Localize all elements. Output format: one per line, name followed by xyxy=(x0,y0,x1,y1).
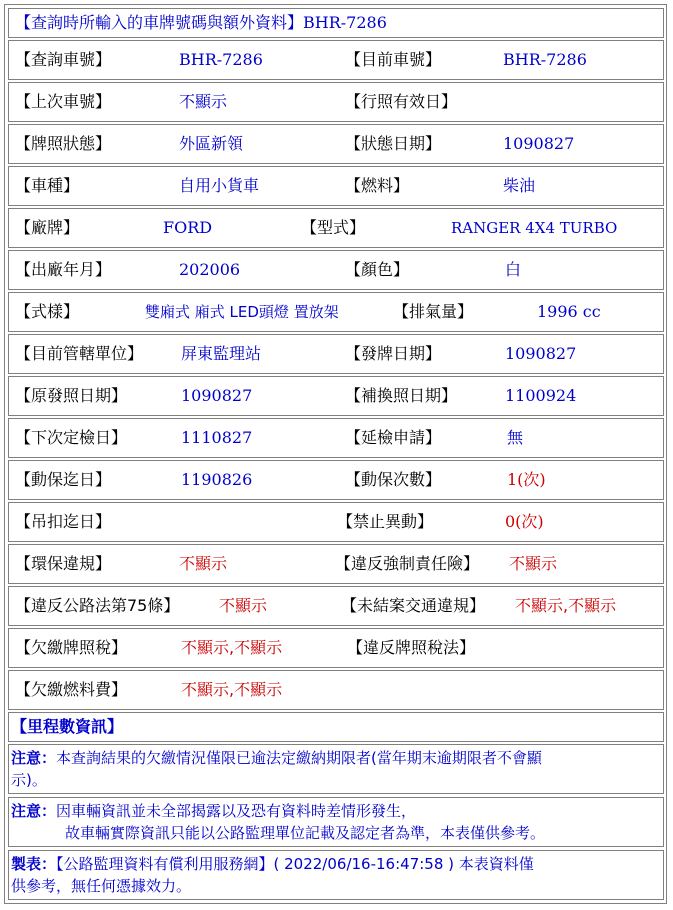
table-row xyxy=(8,670,664,710)
note-line: 示)。 xyxy=(11,771,47,789)
row-label: 【環保違規】 xyxy=(15,554,112,573)
row-value: RANGER 4X4 TURBO xyxy=(451,219,618,237)
row-label: 【目前車號】 xyxy=(345,50,442,69)
table-row xyxy=(8,166,664,206)
row-label: 【出廠年月】 xyxy=(15,260,112,279)
mileage-title: 【里程數資訊】 xyxy=(11,717,124,736)
note-label: 注意： xyxy=(11,749,57,767)
row-label: 【牌照狀態】 xyxy=(15,134,112,153)
header-title-plate: BHR-7286 xyxy=(303,13,387,32)
row-label: 【顏色】 xyxy=(345,260,410,279)
row-value: 0(次) xyxy=(505,512,544,531)
note-box xyxy=(8,797,664,847)
footer-line: 供參考，無任何憑據效力。 xyxy=(11,877,192,895)
row-value: 不顯示 xyxy=(179,554,228,573)
row-label: 【下次定檢日】 xyxy=(15,428,128,447)
table-row xyxy=(8,334,664,374)
row-value: 不顯示 xyxy=(219,596,268,615)
header-title-prefix: 【查詢時所輸入的車牌號碼與額外資料】 xyxy=(15,13,304,32)
row-label: 【未結案交通違規】 xyxy=(341,596,486,615)
row-value: BHR-7286 xyxy=(179,50,263,69)
row-label: 【廠牌】 xyxy=(15,218,80,237)
row-value: FORD xyxy=(163,218,213,237)
row-label: 【欠繳燃料費】 xyxy=(15,680,128,699)
row-value: 不顯示 xyxy=(509,554,558,573)
row-value: 1110827 xyxy=(181,428,253,447)
row-label: 【燃料】 xyxy=(345,176,410,195)
note-label: 注意： xyxy=(11,802,57,820)
row-label: 【違反公路法第75條】 xyxy=(15,596,180,615)
row-label: 【狀態日期】 xyxy=(345,134,442,153)
row-value: 外區新領 xyxy=(179,134,244,153)
row-value: 1090827 xyxy=(181,386,253,405)
row-value: 1190826 xyxy=(181,470,253,489)
row-value: 柴油 xyxy=(503,176,536,195)
table-row xyxy=(8,40,664,80)
row-value: 1996 cc xyxy=(537,302,601,321)
row-label: 【違反牌照稅法】 xyxy=(347,638,476,657)
row-value: 不顯示 xyxy=(179,92,228,111)
row-value: 白 xyxy=(505,260,522,279)
row-label: 【型式】 xyxy=(301,218,366,237)
row-value: 自用小貨車 xyxy=(179,176,260,195)
table-row xyxy=(8,124,664,164)
footer-line: 【公路監理資料有償利用服務網】( 2022/06/16-16:47:58 ) 本表資料僅 xyxy=(56,855,534,873)
note-box xyxy=(8,744,664,794)
table-row xyxy=(8,208,664,248)
table-row xyxy=(8,586,664,626)
footer-label: 製表： xyxy=(11,855,57,873)
table-row xyxy=(8,82,664,122)
table-row xyxy=(8,460,664,500)
note-line: 本查詢結果的欠繳情況僅限已逾法定繳納期限者(當年期末逾期限者不會顯 xyxy=(56,749,542,767)
note-text xyxy=(11,800,659,844)
table-row xyxy=(8,628,664,668)
row-value: 屏東監理站 xyxy=(181,344,262,363)
table-row xyxy=(8,250,664,290)
table-row xyxy=(8,376,664,416)
note-line: 因車輛資訊並未全部揭露以及恐有資料時差情形發生， xyxy=(56,802,417,820)
row-label: 【目前管轄單位】 xyxy=(15,344,144,363)
row-label: 【違反強制責任險】 xyxy=(335,554,480,573)
row-value: BHR-7286 xyxy=(503,50,587,69)
row-label: 【查詢車號】 xyxy=(15,50,112,69)
row-value: 不顯示,不顯示 xyxy=(181,638,283,657)
row-label: 【原發照日期】 xyxy=(15,386,128,405)
header-title xyxy=(15,13,387,33)
row-value: 不顯示,不顯示 xyxy=(181,680,283,699)
row-label: 【車種】 xyxy=(15,176,80,195)
row-value: 1100924 xyxy=(505,386,577,405)
row-label: 【排氣量】 xyxy=(393,302,474,321)
row-label: 【補換照日期】 xyxy=(345,386,458,405)
table-row xyxy=(8,544,664,584)
row-value: 雙廂式 廂式 LED頭燈 置放架 xyxy=(145,303,339,321)
header-row xyxy=(8,8,664,38)
table-row xyxy=(8,502,664,542)
row-value: 無 xyxy=(507,428,524,447)
row-label: 【行照有效日】 xyxy=(345,92,458,111)
row-label: 【吊扣迄日】 xyxy=(15,512,112,531)
row-value: 1(次) xyxy=(507,470,546,489)
row-label: 【動保迄日】 xyxy=(15,470,112,489)
row-label: 【欠繳牌照稅】 xyxy=(15,638,128,657)
footer-box xyxy=(8,850,664,900)
table-row xyxy=(8,418,664,458)
row-label: 【式樣】 xyxy=(15,302,80,321)
row-label: 【延檢申請】 xyxy=(345,428,442,447)
note-text xyxy=(11,747,659,791)
row-label: 【禁止異動】 xyxy=(337,512,434,531)
table-row xyxy=(8,292,664,332)
row-label: 【發牌日期】 xyxy=(345,344,442,363)
row-value: 1090827 xyxy=(505,344,577,363)
row-value: 202006 xyxy=(179,260,241,279)
row-label: 【動保次數】 xyxy=(345,470,442,489)
footer-text xyxy=(11,853,659,897)
row-label: 【上次車號】 xyxy=(15,92,112,111)
note-line: 故車輛實際資訊只能以公路監理單位記載及認定者為準，本表僅供參考。 xyxy=(65,824,546,842)
row-value: 不顯示,不顯示 xyxy=(515,596,617,615)
mileage-row xyxy=(8,712,664,742)
row-value: 1090827 xyxy=(503,134,575,153)
